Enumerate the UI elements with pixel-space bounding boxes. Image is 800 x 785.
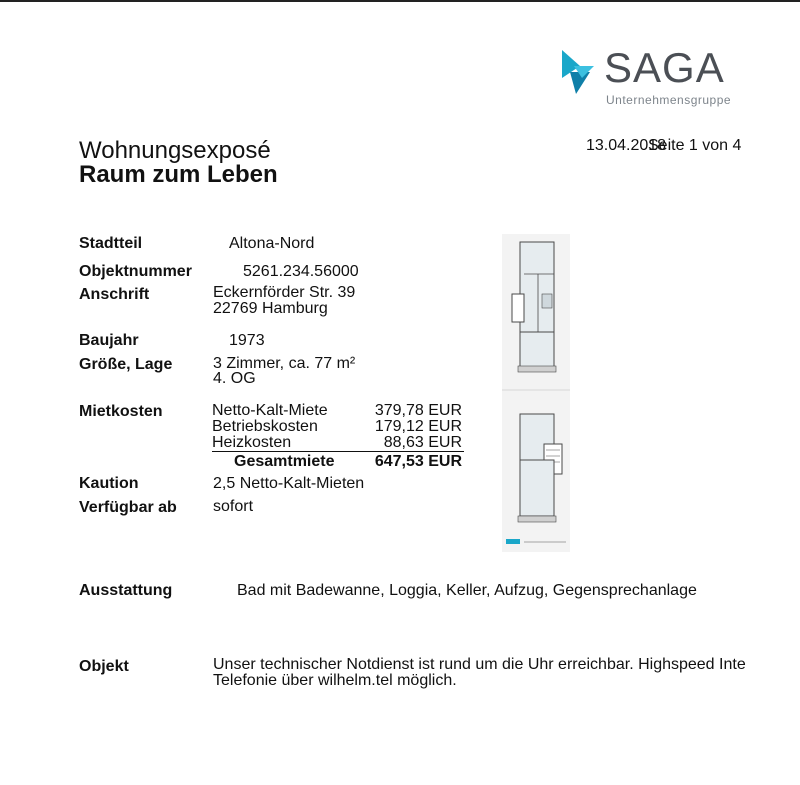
verfuegbar-value: sofort xyxy=(213,498,254,515)
groesse-rooms: 3 Zimmer, ca. 77 m² xyxy=(213,355,356,372)
heizkosten-label: Heizkosten xyxy=(212,434,292,451)
stadtteil-label: Stadtteil xyxy=(79,235,143,252)
mietkosten-label: Mietkosten xyxy=(79,403,163,420)
groesse-label: Größe, Lage xyxy=(79,356,173,373)
page-number: Seite 1 von 4 xyxy=(648,137,742,154)
saga-logo-icon xyxy=(560,48,600,96)
objekt-label: Objekt xyxy=(79,658,129,675)
sum-divider xyxy=(212,451,464,452)
betriebskosten-amount: 179,12 EUR xyxy=(374,418,462,435)
netto-kalt-amount: 379,78 EUR xyxy=(374,402,462,419)
betriebskosten-label: Betriebskosten xyxy=(212,418,318,435)
objektnummer-label: Objektnummer xyxy=(79,263,192,280)
floor-plan-image xyxy=(502,234,570,552)
heizkosten-amount: 88,63 EUR xyxy=(383,434,462,451)
groesse-floor: 4. OG xyxy=(213,370,256,387)
objektnummer-value: 5261.234.56000 xyxy=(243,263,359,280)
objekt-text-line1: Unser technischer Notdienst ist rund um die Uhr erreichbar. Highspeed Inte xyxy=(213,656,746,673)
document-date: 13.04.2018 xyxy=(586,137,667,154)
document-title: Wohnungsexposé xyxy=(79,137,271,164)
top-border xyxy=(0,0,800,2)
gesamtmiete-label: Gesamtmiete xyxy=(234,453,335,470)
anschrift-label: Anschrift xyxy=(79,286,150,303)
document-subtitle: Raum zum Leben xyxy=(79,161,278,188)
netto-kalt-label: Netto-Kalt-Miete xyxy=(212,402,328,419)
ausstattung-value: Bad mit Badewanne, Loggia, Keller, Aufzug, Gegensprechanlage xyxy=(237,582,697,599)
brand-name: SAGA xyxy=(604,44,725,91)
anschrift-street: Eckernförder Str. 39 xyxy=(213,284,356,301)
baujahr-label: Baujahr xyxy=(79,332,139,349)
anschrift-city: 22769 Hamburg xyxy=(213,300,328,317)
verfuegbar-label: Verfügbar ab xyxy=(79,499,177,516)
kaution-value: 2,5 Netto-Kalt-Mieten xyxy=(213,475,365,492)
ausstattung-label: Ausstattung xyxy=(79,582,173,599)
objekt-text-line2: Telefonie über wilhelm.tel möglich. xyxy=(213,672,457,689)
brand-subtitle: Unternehmensgruppe xyxy=(606,93,732,107)
stadtteil-value: Altona-Nord xyxy=(229,235,315,252)
baujahr-value: 1973 xyxy=(229,332,265,349)
gesamtmiete-amount: 647,53 EUR xyxy=(374,453,462,470)
kaution-label: Kaution xyxy=(79,475,139,492)
